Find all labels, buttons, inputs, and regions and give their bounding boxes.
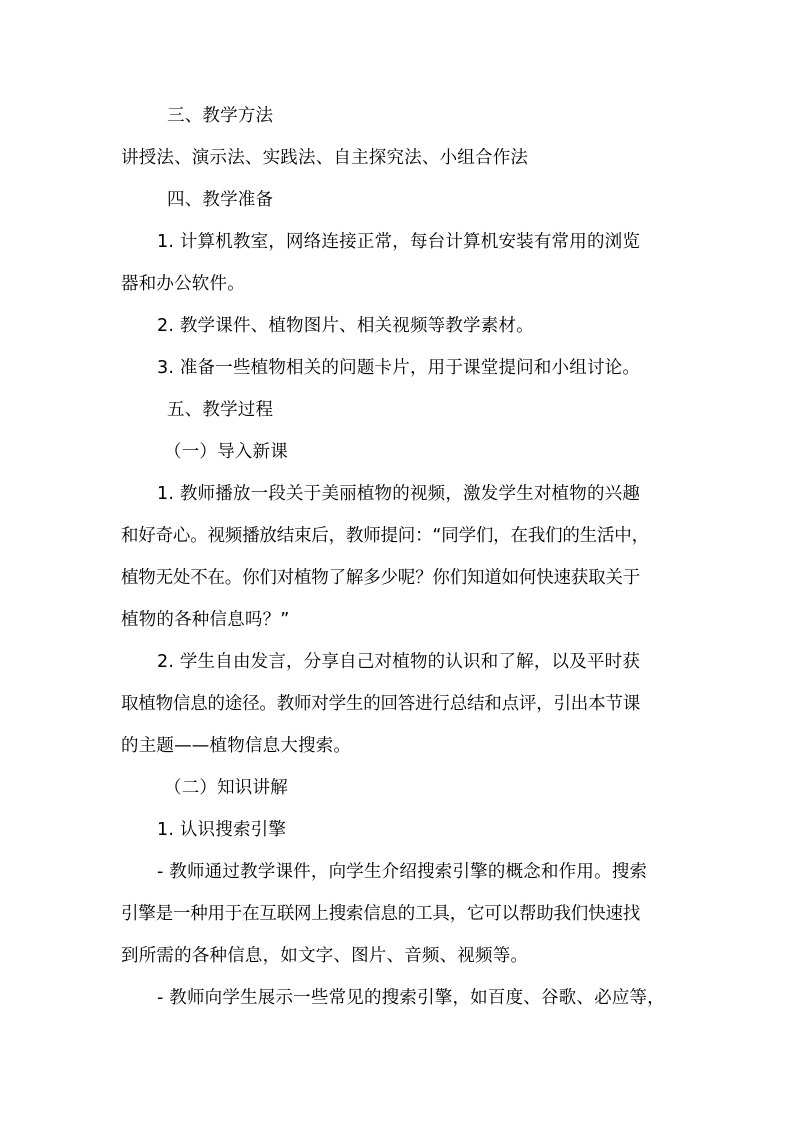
knowledge-item-1-para-1-line-2: 引擎是一种用于在互联网上搜索信息的工具，它可以帮助我们快速找 [121, 904, 640, 924]
subsection-heading-intro: （一）导入新课 [164, 442, 288, 462]
section-heading-process: 五、教学过程 [167, 400, 274, 420]
methods-text: 讲授法、演示法、实践法、自主探究法、小组合作法 [121, 148, 529, 168]
intro-item-1-line-2: 和好奇心。视频播放结束后，教师提问：“同学们，在我们的生活中， [121, 526, 649, 546]
knowledge-item-1-para-1-line-3: 到所需的各种信息，如文字、图片、音频、视频等。 [121, 946, 529, 966]
prep-item-1-line-2: 器和办公软件。 [121, 274, 245, 294]
knowledge-item-1-para-1-line-1: - 教师通过教学课件，向学生介绍搜索引擎的概念和作用。搜索 [157, 862, 648, 882]
prep-item-3: 3. 准备一些植物相关的问题卡片，用于课堂提问和小组讨论。 [157, 358, 641, 378]
intro-item-1-line-3: 植物无处不在。你们对植物了解多少呢？你们知道如何快速获取关于 [121, 568, 640, 588]
intro-item-2-line-1: 2. 学生自由发言，分享自己对植物的认识和了解，以及平时获 [157, 652, 641, 672]
section-heading-preparation: 四、教学准备 [167, 190, 274, 210]
knowledge-item-1-para-2-line-1: - 教师向学生展示一些常见的搜索引擎，如百度、谷歌、必应等， [157, 988, 665, 1008]
subsection-heading-knowledge: （二）知识讲解 [164, 778, 288, 798]
knowledge-item-1-heading: 1. 认识搜索引擎 [157, 820, 287, 840]
prep-item-2: 2. 教学课件、植物图片、相关视频等教学素材。 [157, 316, 534, 336]
intro-item-2-line-3: 的主题——植物信息大搜索。 [121, 736, 352, 756]
prep-item-1-line-1: 1. 计算机教室，网络连接正常，每台计算机安装有常用的浏览 [157, 232, 641, 252]
intro-item-1-line-1: 1. 教师播放一段关于美丽植物的视频，激发学生对植物的兴趣 [157, 484, 641, 504]
intro-item-2-line-2: 取植物信息的途径。教师对学生的回答进行总结和点评，引出本节课 [121, 694, 640, 714]
intro-item-1-line-4: 植物的各种信息吗？” [121, 610, 290, 630]
section-heading-methods: 三、教学方法 [167, 106, 274, 126]
